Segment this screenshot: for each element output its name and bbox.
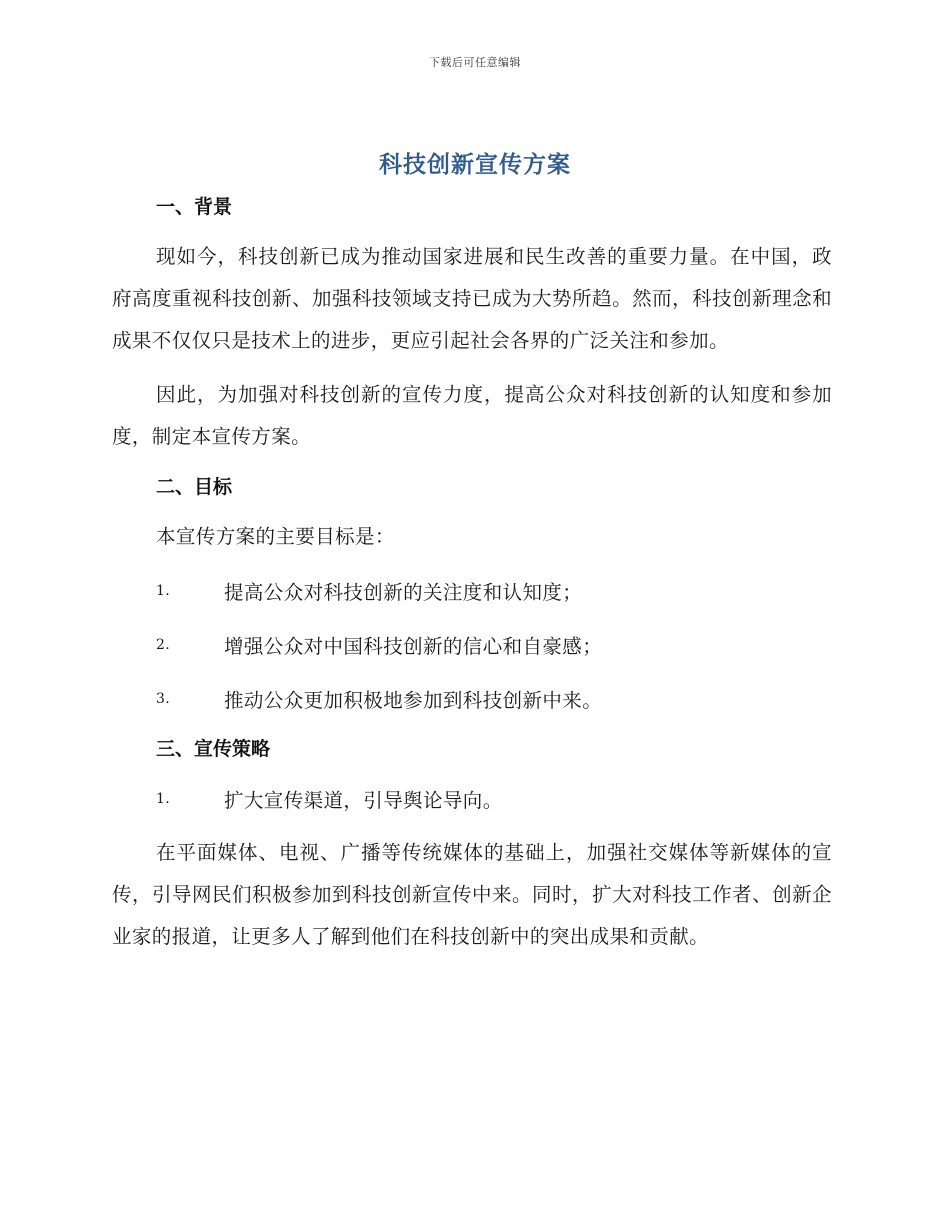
- list-number: 1.: [156, 583, 171, 599]
- section-heading-goals: 二、目标: [156, 476, 233, 498]
- paragraph: 本宣传方案的主要目标是：: [156, 525, 395, 548]
- list-text: 扩大宣传渠道，引导舆论导向。: [224, 789, 503, 812]
- list-item: [112, 678, 832, 720]
- list-item: [112, 570, 832, 612]
- list-item: [112, 778, 832, 820]
- section-heading-background: 一、背景: [156, 196, 233, 218]
- list-text: 增强公众对中国科技创新的信心和自豪感；: [224, 635, 603, 658]
- header-note: 下载后可任意编辑: [429, 56, 521, 69]
- list-item: [112, 624, 832, 666]
- paragraph: 现如今，科技创新已成为推动国家进展和民生改善的重要力量。在中国，政府高度重视科技创新、加强科技领域支持已成为大势所趋。然而，科技创新理念和成果不仅仅只是技术上的进步，更应引起社会各界的广泛关注和参加。: [112, 245, 832, 352]
- document-body: [112, 190, 832, 958]
- section-heading-strategy: 三、宣传策略: [156, 738, 271, 760]
- list-text: 推动公众更加积极地参加到科技创新中来。: [224, 689, 603, 712]
- list-number: 2.: [156, 637, 171, 653]
- document-title: 科技创新宣传方案: [379, 152, 571, 178]
- list-number: 1.: [156, 791, 171, 807]
- list-text: 提高公众对科技创新的关注度和认知度；: [224, 581, 583, 604]
- paragraph: 因此，为加强对科技创新的宣传力度，提高公众对科技创新的认知度和参加度，制定本宣传方案。: [112, 383, 832, 448]
- paragraph: 在平面媒体、电视、广播等传统媒体的基础上，加强社交媒体等新媒体的宣传，引导网民们积极参加到科技创新宣传中来。同时，扩大对科技工作者、创新企业家的报道，让更多人了解到他们在科技创新中的突出成果和贡献。: [112, 841, 832, 948]
- list-number: 3.: [156, 691, 171, 707]
